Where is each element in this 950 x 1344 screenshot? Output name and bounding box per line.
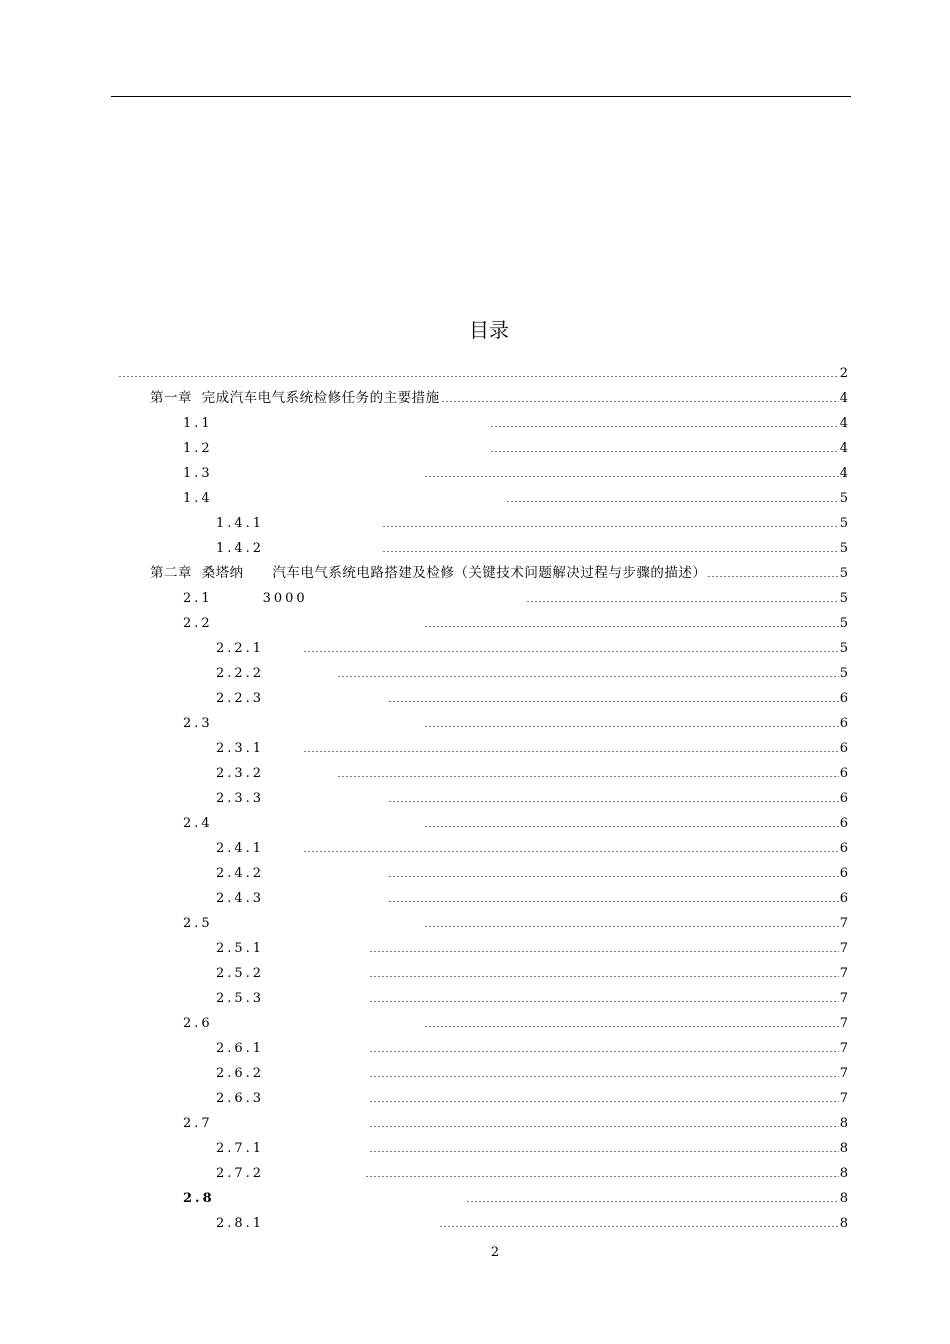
toc-entry-page: 8	[839, 1141, 848, 1156]
toc-leader	[369, 1051, 839, 1052]
toc-entry-page: 7	[839, 1091, 848, 1106]
toc-entry-page: 6	[839, 766, 848, 781]
toc-entry-label: 1.4	[183, 491, 220, 506]
toc-leader	[388, 901, 839, 902]
toc-entry-label: 2.2	[183, 616, 220, 631]
toc-leader	[424, 926, 839, 927]
toc-entry-label: 2.6.2	[216, 1066, 272, 1081]
toc-leader	[506, 501, 839, 502]
toc-entry[interactable]	[216, 786, 848, 806]
toc-entry-page: 6	[839, 716, 848, 731]
toc-leader	[388, 876, 839, 877]
toc-leader	[490, 451, 839, 452]
toc-leader	[382, 551, 839, 552]
toc-entry-label: 2.5.1	[216, 941, 272, 956]
toc-entry[interactable]	[216, 1136, 848, 1156]
toc-entry-label: 1.1	[183, 416, 220, 431]
toc-leader	[303, 751, 839, 752]
toc-entry[interactable]	[216, 511, 848, 531]
toc-entry-page: 5	[839, 616, 848, 631]
toc-entry-label: 2.5	[183, 916, 220, 931]
toc-entry[interactable]	[216, 1036, 848, 1056]
toc-leader	[369, 976, 839, 977]
toc-entry-page: 5	[839, 641, 848, 656]
toc-entry-page: 4	[839, 466, 848, 481]
toc-entry-page: 5	[839, 541, 848, 556]
toc-entry-page: 4	[839, 416, 848, 431]
toc-leader	[424, 476, 839, 477]
toc-entry-page: 6	[839, 791, 848, 806]
toc-entry-page: 4	[839, 441, 848, 456]
toc-entry-label: 2.4.1	[216, 841, 272, 856]
toc-leader	[424, 826, 839, 827]
toc-entry[interactable]	[183, 811, 848, 831]
toc-entry-page: 6	[839, 891, 848, 906]
toc-entry-page: 6	[839, 691, 848, 706]
toc-entry-page: 7	[839, 966, 848, 981]
toc-entry-page: 5	[839, 491, 848, 506]
toc-entry[interactable]	[150, 386, 848, 406]
toc-entry-label: 2.4.2	[216, 866, 272, 881]
toc-title: 目录	[469, 318, 509, 342]
toc-entry[interactable]	[216, 736, 848, 756]
toc-entry-page: 8	[839, 1216, 848, 1231]
toc-entry-label: 2.2.3	[216, 691, 272, 706]
toc-entry-label: 1.4.2	[216, 541, 272, 556]
toc-entry[interactable]	[183, 1111, 848, 1131]
toc-entry[interactable]	[216, 1211, 848, 1231]
toc-entry[interactable]	[216, 961, 848, 981]
toc-entry[interactable]	[117, 361, 848, 381]
toc-entry-label: 2.7.2	[216, 1166, 265, 1181]
toc-entry-page: 4	[839, 391, 848, 406]
toc-entry-page: 7	[839, 941, 848, 956]
toc-entry-page: 5	[839, 666, 848, 681]
toc-entry-label: 2.5.3	[216, 991, 272, 1006]
toc-entry-page: 8	[839, 1116, 848, 1131]
toc-entry[interactable]	[216, 886, 848, 906]
toc-entry-page: 5	[839, 516, 848, 531]
toc-entry-page: 7	[839, 1066, 848, 1081]
toc-entry[interactable]	[216, 836, 848, 856]
toc-leader	[388, 701, 839, 702]
toc-entry-label: 2.2.2	[216, 666, 272, 681]
toc-entry-label: 第二章 桑塔纳 汽车电气系统电路搭建及检修（关键技术问题解决过程与步骤的描述）	[150, 565, 707, 581]
toc-entry[interactable]	[183, 911, 848, 931]
toc-entry-page: 7	[839, 1016, 848, 1031]
toc-entry-page: 8	[839, 1166, 848, 1181]
toc-entry-page: 7	[839, 916, 848, 931]
toc-leader	[365, 1176, 839, 1177]
toc-leader	[466, 1201, 839, 1202]
toc-entry-label: 2.4	[183, 816, 220, 831]
toc-entry[interactable]	[183, 1011, 848, 1031]
toc-entry[interactable]	[183, 611, 848, 631]
toc-entry[interactable]	[216, 936, 848, 956]
toc-entry-label: 2.6	[183, 1016, 220, 1031]
toc-entry[interactable]	[183, 711, 848, 731]
toc-entry[interactable]	[183, 1186, 848, 1206]
toc-entry-page: 6	[839, 866, 848, 881]
toc-entry[interactable]	[216, 661, 848, 681]
toc-entry-page: 6	[839, 816, 848, 831]
toc-entry[interactable]	[216, 1086, 848, 1106]
toc-entry[interactable]	[216, 1161, 848, 1181]
toc-entry[interactable]	[183, 586, 848, 606]
toc-leader	[526, 601, 839, 602]
toc-entry[interactable]	[216, 861, 848, 881]
toc-entry-label: 2.8	[183, 1191, 223, 1206]
toc-entry-label: 2.3.1	[216, 741, 272, 756]
toc-leader	[369, 1076, 839, 1077]
toc-entry[interactable]	[216, 761, 848, 781]
toc-entry-label: 2.3.3	[216, 791, 272, 806]
toc-entry-page: 5	[839, 566, 848, 581]
toc-entry[interactable]	[216, 686, 848, 706]
toc-leader	[337, 676, 839, 677]
toc-entry-page: 2	[839, 366, 848, 381]
toc-leader	[707, 576, 838, 577]
toc-entry-page: 6	[839, 741, 848, 756]
page-number: 2	[490, 1245, 500, 1260]
toc-entry-label: 2.1 3000	[183, 591, 308, 606]
toc-entry-label: 第一章 完成汽车电气系统检修任务的主要措施	[150, 390, 440, 406]
toc-leader	[369, 1126, 839, 1127]
toc-entry-label: 1.3	[183, 466, 220, 481]
toc-entry-label: 2.3	[183, 716, 220, 731]
toc-leader	[369, 1001, 839, 1002]
toc-leader	[424, 626, 839, 627]
toc-leader	[118, 376, 839, 377]
toc-entry[interactable]	[183, 436, 848, 456]
toc-entry-label: 2.5.2	[216, 966, 272, 981]
toc-leader	[424, 726, 839, 727]
toc-leader	[303, 851, 839, 852]
toc-leader	[369, 1151, 839, 1152]
toc-entry[interactable]	[183, 411, 848, 431]
toc-leader	[424, 1026, 839, 1027]
toc-leader	[337, 776, 839, 777]
toc-leader	[441, 401, 839, 402]
toc-entry-label: 2.6.3	[216, 1091, 272, 1106]
toc-entry[interactable]	[183, 486, 848, 506]
header-rule	[111, 96, 851, 97]
toc-entry[interactable]	[183, 461, 848, 481]
toc-entry-label: 2.4.3	[216, 891, 272, 906]
toc-entry-label: 1.4.1	[216, 516, 272, 531]
toc-entry-page: 7	[839, 1041, 848, 1056]
toc-leader	[382, 526, 839, 527]
toc-entry[interactable]	[216, 986, 848, 1006]
toc-entry-page: 6	[839, 841, 848, 856]
toc-entry[interactable]	[216, 536, 848, 556]
toc-entry[interactable]	[216, 636, 848, 656]
toc-entry-label: 1.2	[183, 441, 220, 456]
toc-entry[interactable]	[216, 1061, 848, 1081]
toc-entry-label: 2.2.1	[216, 641, 272, 656]
toc-leader	[490, 426, 839, 427]
toc-leader	[388, 801, 839, 802]
toc-entry-label: 2.6.1	[216, 1041, 272, 1056]
toc-entry[interactable]	[150, 561, 848, 581]
toc-leader	[369, 951, 839, 952]
toc-entry-page: 5	[839, 591, 848, 606]
toc-entry-label: 2.8.1	[216, 1216, 272, 1231]
toc-leader	[303, 651, 839, 652]
toc-entry-page: 7	[839, 991, 848, 1006]
toc-entry-label: 2.3.2	[216, 766, 272, 781]
toc-entry-label: 2.7.1	[216, 1141, 272, 1156]
toc-entry-label: 2.7	[183, 1116, 220, 1131]
toc-entry-page: 8	[839, 1191, 848, 1206]
toc-leader	[439, 1226, 839, 1227]
toc-leader	[369, 1101, 839, 1102]
